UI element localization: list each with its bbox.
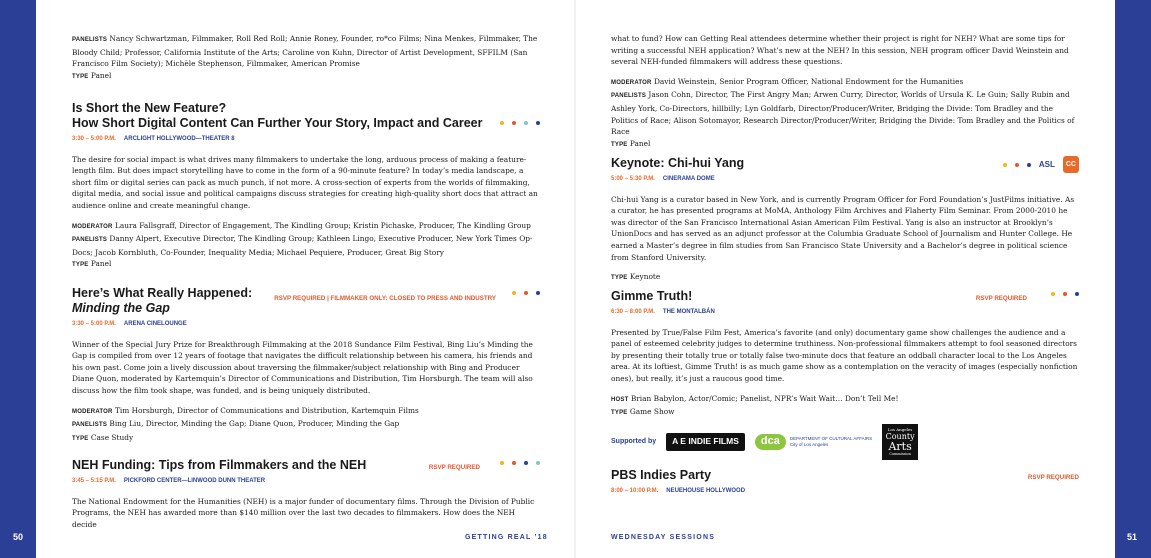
session-description: Winner of the Special Jury Prize for Breakthrough Filmmaking at the 2018 Sundance Film Festival, Bing Liu’s Minding the Gap is compiled from over 12 years of footage that navigates the difficult relationship between his camera, his friends and his own past. Come join a lively discussion about traversing the filmmaker/subject relationship with Bing and Producer Diane Quon, moderated by Kartemquin’s Director of Communications and Distribution, Tim Horsburgh. The team will also discuss how the film took shape, was funded, and is being uniquely distributed.	[72, 339, 533, 395]
top-block	[72, 33, 540, 83]
navy-dot-icon	[1075, 292, 1079, 296]
la-county-arts-logo: Los Angeles County Arts Commission	[882, 424, 918, 460]
session-title: Is Short the New Feature? How Short Digital Content Can Further Your Story, Impact and Career	[72, 101, 540, 131]
asl-badge: ASL	[1038, 160, 1055, 169]
page-gutter	[574, 0, 576, 558]
session-title: PBS Indies Party RSVP REQUIRED	[611, 468, 1079, 483]
session-time: 3:30 – 5:00 P.M. ARCLIGHT HOLLYWOOD—THEATER 8	[72, 136, 235, 142]
session-neh: NEH Funding: Tips from Filmmakers and the NEH RSVP REQUIRED 3:45 – 5:15 P.M. PICKFORD CENTER—LINWOOD DUNN THEATER The National Endowment for the Humanities (NEH) is a major funder of documentary films. Through the Division of Public Programs, the NEH has awarded more than $140 million over the last two decades to filmmakers. How does the NEH decide	[72, 458, 540, 530]
session-title: Here’s What Really Happened: Minding the Gap RSVP REQUIRED | FILMMAKER ONLY: CLOSED TO PRESS AND INDUSTRY	[72, 286, 540, 316]
type-value: Panel	[90, 70, 112, 80]
red-dot-icon	[512, 461, 516, 465]
session-minding-gap: Here’s What Really Happened: Minding the Gap RSVP REQUIRED | FILMMAKER ONLY: CLOSED TO PRESS AND INDUSTRY 3:30 – 5:00 P.M. ARENA CINELOUNGE Winner of the Special Jury Prize for Breakthrough Filmmaking at the 2018 Sundance Film Festival, Bing Liu’s Minding the Gap is compiled from over 12 years of footage that navigates the difficult relationship between his camera, his friends and his own past. Come join a lively discussion about traversing the filmmaker/subject relationship with Bing and Producer Diane Quon, moderated by Kartemquin’s Director of Communications and Distribution, Tim Horsburgh. The team will also discuss how the film took shape, was funded, and is being uniquely distributed. MODERATOR Tim Horsburgh, Director of Communications and Distribution, Kartemquin Films PANELISTS Bing Liu, Director, Minding the Gap; Diane Quon, Producer, Minding the Gap TYPE Case Study	[72, 286, 540, 445]
track-dots	[500, 461, 540, 465]
session-description: what to fund? How can Getting Real attendees determine whether their project is right for NEH? What are some tips for writing a successful NEH application? What’s new at the NEH? In this session, NEH program officer David Weinstein and several NEH-funded filmmakers will address these questions.	[611, 34, 1069, 67]
session-title: Keynote: Chi-hui Yang ASL CC	[611, 156, 1079, 171]
yellow-dot-icon	[500, 461, 504, 465]
panelists-label: PANELISTS	[72, 37, 108, 43]
rsvp-tag: RSVP REQUIRED | FILMMAKER ONLY: CLOSED TO PRESS AND INDUSTRY	[274, 295, 496, 302]
right-edge-bar	[1115, 0, 1151, 558]
cc-badge: CC	[1063, 156, 1079, 173]
ae-indie-films-logo: A E INDIE FILMS	[666, 433, 745, 451]
session-keynote: Keynote: Chi-hui Yang ASL CC 5:00 – 5:30 P.M. CINERAMA DOME Chi-hui Yang is a curator based in New York, and is currently Program Officer for Ford Foundation’s JustFilms initiative. As a curator, he has presented programs at MoMA, Anthology Film Archives and Flaherty Film Seminar. From 2000-2010 he was director of the San Francisco International Asian American Film Festival. Yang is also an instructor at Brooklyn’s UnionDocs and has served as an adjunct professor at the Columbia Graduate School of Journalism and Hunter College. He earned a Master’s degree in film studies from San Francisco State University and a Bachelor’s degree in political science from Stanford University. TYPE Keynote	[611, 156, 1079, 285]
session-title: Gimme Truth! RSVP REQUIRED	[611, 289, 1079, 304]
session-description: The desire for social impact is what drives many filmmakers to undertake the long, arduous process of making a feature-length film. But does impact storytelling have to come in the form of a 90-minute feature? In today’s media landscape, a short film or digital series can pack as much punch, if not more. A cross-section of experts from the worlds of filmmaking, digital media, and social issue and political campaigns discuss strategies for creating high-quality short docs that attract an audience online and create meaningful change.	[72, 154, 538, 210]
session-pbs: PBS Indies Party RSVP REQUIRED 8:00 – 10:00 P.M. NEUEHOUSE HOLLYWOOD	[611, 468, 1079, 494]
session-venue: ARCLIGHT HOLLYWOOD—THEATER 8	[123, 136, 235, 142]
yellow-dot-icon	[500, 121, 504, 125]
session-gimme-truth: Gimme Truth! RSVP REQUIRED 6:30 – 8:00 P.M. THE MONTALBÁN Presented by True/False Film Fest, America’s favorite (and only) documentary game show challenges the audience and a panel of esteemed celebrity judges to determine truthiness. Non-professional filmmakers attempt to fool seasoned directors by presenting their totally true or totally false two-minute docs that feature an oddball character local to the Los Angeles area. At its loftiest, Gimme Truth! is as much game show as a contemplation on the veracity of images (especially nonfiction ones), but really, it’s just a raucous good time. HOST Brian Babylon, Actor/Comic; Panelist, NPR’s Wait Wait… Don’t Tell Me! TYPE Game Show Supported by A E INDIE FILMS dca DEPARTMENT OF CULTURAL AFFAIRS City of Los Angeles Los Angeles County Arts Commission	[611, 289, 1079, 460]
track-dots	[1051, 292, 1079, 296]
page-number-right: 51	[1127, 532, 1138, 542]
session-title: NEH Funding: Tips from Filmmakers and the NEH RSVP REQUIRED	[72, 458, 540, 473]
track-dots	[500, 121, 540, 125]
navy-dot-icon	[536, 121, 540, 125]
panelists-text: Nancy Schwartzman, Filmmaker, Roll Red Roll; Annie Roney, Founder, ro*co Films; Nina Menkes, Filmmaker, The Bloody Child; Professor, California Institute of the Arts; Caroline von Kuhn, Director of Artist Development, SFFILM (San Francisco Film Society); Michèle Stephenson, Filmmaker, American Promise	[72, 34, 538, 69]
red-dot-icon	[524, 291, 528, 295]
yellow-dot-icon	[512, 291, 516, 295]
navy-dot-icon	[1027, 163, 1031, 167]
red-dot-icon	[1063, 292, 1067, 296]
rsvp-tag: RSVP REQUIRED	[1027, 474, 1079, 481]
red-dot-icon	[1015, 163, 1019, 167]
footer-left: GETTING REAL ’18	[465, 534, 548, 541]
yellow-dot-icon	[1003, 163, 1007, 167]
supported-by-label: Supported by	[611, 437, 657, 445]
neh-continued: what to fund? How can Getting Real attendees determine whether their project is right for NEH? What are some tips for writing a successful NEH application? What’s new at the NEH? In this session, NEH program officer David Weinstein and several NEH-funded filmmakers will address these questions. MODERATOR David Weinstein, Senior Program Officer, National Endowment for the Humanities PANELISTS Jason Cohn, Director, The First Angry Man; Arwen Curry, Director, Worlds of Ursula K. Le Guin; Sally Rubin and Ashley York, Co-Directors, hillbilly; Lyn Goldfarb, Director/Producer/Writer, Bridging the Divide: Tom Bradley and the Politics of Race; Alison Sotomayor, Research Director/Producer/Writer, Bridging the Divide: Tom Bradley and the Politics of Race TYPE Panel	[611, 33, 1079, 151]
type-label: TYPE	[72, 73, 89, 80]
session-description: The National Endowment for the Humanities (NEH) is a major funder of documentary films. Through the Division of Public Programs, the NEH has awarded more than $140 million over the last two decades to filmmakers. How does the NEH decide	[72, 496, 535, 529]
page-number-left: 50	[13, 532, 24, 542]
navy-dot-icon	[536, 291, 540, 295]
yellow-dot-icon	[1051, 292, 1055, 296]
red-dot-icon	[512, 121, 516, 125]
panelists-text: Danny Alpert, Executive Director, The Kindling Group; Kathleen Lingo, Executive Producer, New York Times Op-Docs; Jacob Kornbluth, Co-Founder, Inequality Media; Michael Pequiere, Producer, Great Big Story	[72, 234, 533, 257]
dca-logo: dca DEPARTMENT OF CULTURAL AFFAIRS City of Los Angeles	[755, 434, 872, 450]
navy-dot-icon	[524, 461, 528, 465]
track-dots	[512, 291, 540, 295]
sponsor-row	[611, 424, 1079, 460]
session-description: Presented by True/False Film Fest, America’s favorite (and only) documentary game show challenges the audience and a panel of esteemed celebrity judges to determine truthiness. Non-professional filmmakers attempt to fool seasoned directors by presenting their totally true or totally false two-minute docs that feature an oddball character local to the Los Angeles area. At its loftiest, Gimme Truth! is as much game show as a contemplation on the veracity of images (especially nonfiction ones), but really, it’s just a raucous good time.	[611, 327, 1078, 383]
footer-right: WEDNESDAY SESSIONS	[611, 534, 716, 541]
moderator-text: Laura Fallsgraff, Director of Engagement, The Kindling Group; Kristin Pichaske, Producer, The Kindling Group	[114, 220, 531, 230]
teal-dot-icon	[536, 461, 540, 465]
teal-dot-icon	[524, 121, 528, 125]
track-markers	[1003, 156, 1079, 173]
rsvp-tag: RSVP REQUIRED	[975, 295, 1027, 302]
rsvp-tag: RSVP REQUIRED	[428, 464, 480, 471]
session-description: Chi-hui Yang is a curator based in New York, and is currently Program Officer for Ford Foundation’s JustFilms initiative. As a curator, he has presented programs at MoMA, Anthology Film Archives and Flaherty Film Seminar. From 2000-2010 he was director of the San Francisco International Asian American Film Festival. Yang is also an instructor at Brooklyn’s UnionDocs and has served as an adjunct professor at the Columbia Graduate School of Journalism and Hunter College. He earned a Master’s degree in film studies from San Francisco State University and a Bachelor’s degree in political science from Stanford University.	[611, 194, 1075, 262]
left-edge-bar	[0, 0, 36, 558]
session-short-feature: Is Short the New Feature? How Short Digital Content Can Further Your Story, Impact and Career 3:30 – 5:00 P.M. ARCLIGHT HOLLYWOOD—THEATER 8 The desire for social impact is what drives many filmmakers to undertake the long, arduous process of making a feature-length film. But does impact storytelling have to come in the form of a 90-minute feature? In today’s media landscape, a short film or digital series can pack as much punch, if not more. A cross-section of experts from the worlds of filmmaking, digital media, and social issue and political campaigns discuss strategies for creating high-quality short docs that attract an audience online and create meaningful change. MODERATOR Laura Fallsgraff, Director of Engagement, The Kindling Group; Kristin Pichaske, Producer, The Kindling Group PANELISTS Danny Alpert, Executive Director, The Kindling Group; Kathleen Lingo, Executive Producer, New York Times Op-Docs; Jacob Kornbluth, Co-Founder, Inequality Media; Michael Pequiere, Producer, Great Big Story TYPE Panel	[72, 101, 540, 272]
